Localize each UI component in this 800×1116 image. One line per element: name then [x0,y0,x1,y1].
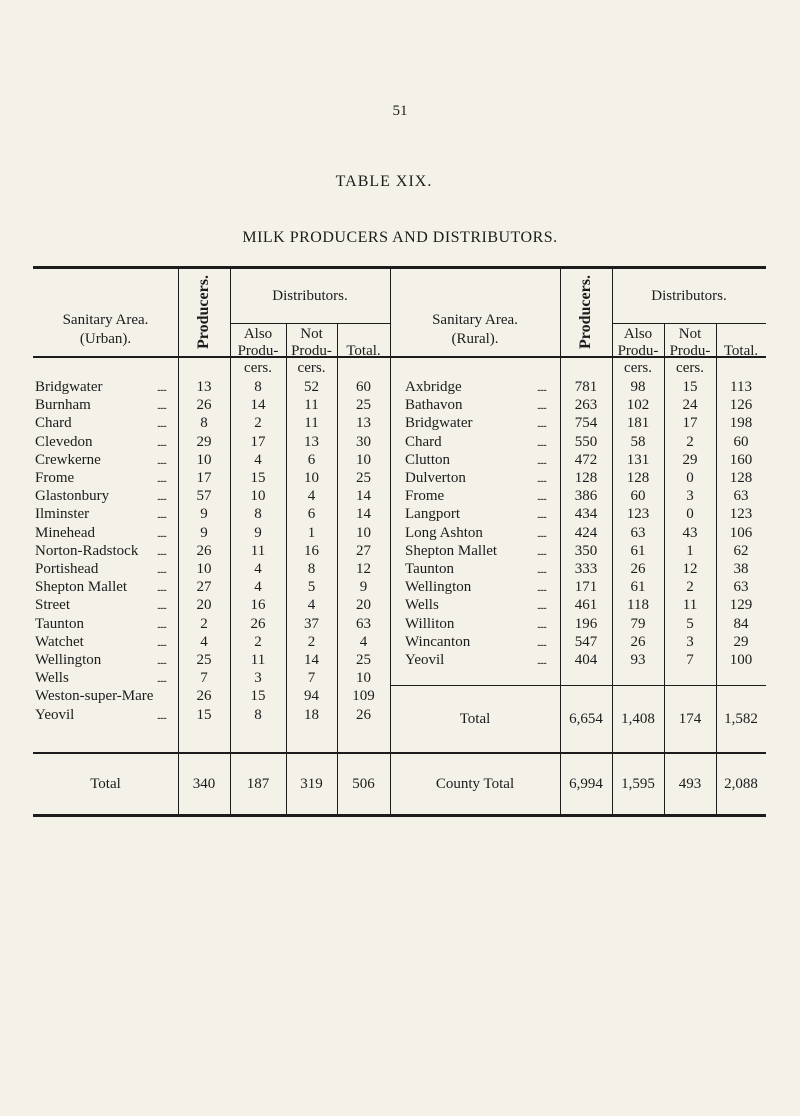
rural-also-cell: 123 [626,506,650,523]
urban-producers-cell: 27 [196,579,212,596]
table-title: TABLE XIX. [335,173,433,190]
rural-not-cell: 5 [686,615,694,632]
urban-producers-cell: 2 [200,615,208,632]
urban-total-cell: 25 [356,397,371,414]
urban-also-cell: 11 [250,542,266,559]
rural-area-name: Wincanton [405,633,471,650]
urban-area-name: Crewkerne [35,451,101,468]
leader-dots: ...... [537,601,546,613]
urban-area-name: Street [35,597,70,614]
urban-total-cell: 10 [356,670,371,687]
rural-also-cell: 118 [627,597,649,614]
urban-area-name: Ilminster [35,506,90,523]
rural-area-name: Frome [405,488,445,505]
county-total-total: 2,088 [724,776,758,792]
rural-also-cell: 60 [630,488,646,505]
leader-dots: ...... [157,528,166,540]
rural-producers-cell: 196 [574,615,598,632]
top-rule [33,266,766,269]
urban-also-cell: 2 [254,415,262,432]
urban-area-name: Chard [35,415,72,432]
urban-not-cell: 13 [304,433,319,450]
leader-dots: ...... [157,455,166,467]
urban-area-name: Bridgwater [35,379,103,395]
urban-area-name: Shepton Mallet [35,579,128,596]
urban-not-cell: 4 [307,488,316,505]
leader-dots: ...... [157,510,166,522]
urban-also-cell: 8 [254,506,262,523]
rural-not-cell: 17 [682,415,698,432]
urban-also-cell: 10 [250,488,266,505]
urban-also-cell: 3 [254,670,262,687]
rural-total-cell: 113 [730,379,752,395]
urban-also-cell: 15 [250,470,266,486]
county-total-label: County Total [435,776,515,792]
rural-producers-cell: 263 [574,397,598,414]
leader-dots: ...... [537,419,546,431]
bottom-rule [33,814,766,817]
urban-producers-cell: 13 [196,379,212,395]
urban-also-cell: 14 [250,397,266,414]
urban-producers-cell: 26 [196,397,212,414]
rural-producers-cell: 350 [574,542,598,559]
leader-dots: ...... [537,437,546,449]
rural-producers-cell: 547 [574,633,598,650]
rural-producers-cell: 404 [574,652,598,668]
rural-distributors-header: Distributors. [651,288,727,304]
urban-total-cell: 25 [356,652,371,668]
rural-total-not: 174 [678,711,702,727]
urban-area-name: Glastonbury [35,488,110,505]
leader-dots: ...... [537,510,546,522]
leader-dots: ...... [157,601,166,613]
urban-total-producers: 340 [192,776,216,792]
rural-not-cell: 0 [686,470,694,486]
urban-not-cell: 4 [307,597,316,614]
rural-total-cell: 63 [733,488,749,505]
rural-total-label: Total [459,711,491,727]
urban-also-cell: 4 [254,579,262,596]
rural-also-cell: 26 [630,633,646,650]
rural-total-header: Total. [723,343,759,359]
rural-total-cell: 129 [729,597,753,614]
rural-total-cell: 198 [729,415,753,432]
urban-total-total: 506 [352,776,375,792]
leader-dots: ...... [157,383,166,394]
rural-area-name: Williton [405,615,455,632]
rural-total-cell: 100 [729,652,753,668]
urban-not-cell: 11 [304,415,319,432]
leader-dots: ...... [537,546,546,558]
urban-producers-cell: 10 [196,561,212,577]
leader-dots: ...... [157,637,166,649]
rural-total-cell: 123 [729,506,753,523]
rural-not-cell: 1 [686,542,694,559]
rural-also-cell: 98 [630,379,646,395]
urban-not-cell: 7 [307,670,316,687]
rural-total-cell: 63 [733,579,749,596]
subtotal-rule [33,752,766,754]
urban-producers-cell: 9 [200,524,208,541]
leader-dots: ...... [157,656,166,667]
urban-area-name: Norton-Radstock [35,542,139,559]
urban-area-name: Weston-super-Mare [35,688,154,705]
rural-area-name: Clutton [405,451,451,468]
rural-total-also: 1,408 [621,711,655,727]
rural-total-cell: 38 [733,561,749,577]
rural-area-name: Yeovil [405,652,445,668]
rural-total-cell: 126 [729,397,753,414]
urban-producers-cell: 8 [200,415,208,432]
urban-also-cell: 26 [250,615,266,632]
urban-total-cell: 14 [356,488,371,505]
urban-area-name: Burnham [35,397,91,414]
rural-also-cell: 26 [630,561,646,577]
leader-dots: ...... [157,565,166,576]
rural-not-cell: 3 [686,488,694,505]
urban-also-cell: 16 [250,597,266,614]
urban-area-name: Minehead [35,524,95,541]
urban-total-cell: 63 [356,615,371,632]
urban-total-label: Total [90,776,121,792]
urban-not-cell: 5 [307,579,316,596]
urban-also-cell: 8 [254,379,262,395]
rural-not-cell: 3 [686,633,694,650]
rural-total-cell: 84 [733,615,749,632]
county-total-producers: 6,994 [569,776,603,792]
urban-total-cell: 26 [356,706,371,723]
urban-total-cell: 109 [352,688,375,705]
rural-not-cell: 29 [682,451,698,468]
table-subtitle: MILK PRODUCERS AND DISTRIBUTORS. [242,229,558,246]
urban-producers-cell: 25 [196,652,212,668]
leader-dots: ...... [537,619,546,631]
leader-dots: ...... [537,455,546,467]
urban-also-cell: 8 [254,706,262,723]
rural-area-name: Axbridge [405,379,462,395]
rural-area-name: Shepton Mallet [405,542,498,559]
rural-not-cell: 15 [682,379,698,395]
rural-also-cell: 128 [626,470,650,486]
urban-distributors-header: Distributors. [272,288,348,304]
rural-area-name: Wellington [405,579,472,596]
rural-not-cell: 7 [686,652,694,668]
rural-also-cell: 93 [630,652,646,668]
rural-area-header: Sanitary Area. [432,312,518,328]
urban-producers-cell: 4 [200,633,208,650]
rural-also-producers-header: Also Produ- cers. [617,326,659,376]
rural-also-cell: 79 [630,615,646,632]
rural-total-cell: 106 [729,524,753,541]
urban-area-header: Sanitary Area. [62,312,149,328]
urban-not-cell: 18 [304,706,319,723]
urban-not-cell: 6 [307,451,316,468]
leader-dots: ...... [157,546,166,558]
col-rule [390,269,391,814]
rural-area-name: Dulverton [405,470,466,486]
rural-also-cell: 102 [626,397,650,414]
urban-total-also: 187 [246,776,270,792]
rural-producers-cell: 781 [574,379,598,395]
distributors-rule-right [612,323,766,324]
urban-area-name: Portishead [35,561,99,577]
urban-total-not: 319 [300,776,323,792]
county-total-not: 493 [678,776,702,792]
leader-dots: ...... [157,619,166,631]
rural-producers-cell: 434 [574,506,598,523]
urban-not-cell: 37 [304,615,319,632]
urban-producers-cell: 26 [196,542,212,559]
urban-not-cell: 2 [307,633,316,650]
leader-dots: ...... [537,637,546,649]
urban-area-name: Frome [35,470,75,486]
rural-total-cell: 29 [733,633,749,650]
urban-area-name: Taunton [35,615,84,632]
rural-producers-cell: 754 [574,415,598,432]
rural-also-cell: 61 [630,542,646,559]
leader-dots: ...... [157,437,166,449]
urban-also-cell: 2 [254,633,262,650]
leader-dots: ...... [157,492,166,504]
rural-total-rule-top [390,685,766,686]
rural-also-cell: 58 [630,433,646,450]
rural-producers-cell: 128 [574,470,598,486]
leader-dots: ...... [537,656,546,667]
urban-not-cell: 1 [307,524,316,541]
rural-producers-cell: 386 [574,488,598,505]
urban-area-name: Wells [35,670,69,687]
urban-producers-cell: 7 [200,670,208,687]
urban-area-name: Yeovil [35,706,75,723]
urban-total-header: Total. [346,343,381,359]
urban-not-cell: 10 [304,470,319,486]
leader-dots: ...... [157,401,166,413]
urban-also-cell: 15 [250,688,266,705]
rural-area-name: Bathavon [405,397,463,414]
leader-dots: ...... [537,383,546,394]
rural-not-cell: 43 [682,524,698,541]
leader-dots: ...... [537,583,546,595]
leader-dots: ...... [157,583,166,595]
leader-dots: ...... [537,565,546,576]
rural-area-name: Taunton [405,561,454,577]
leader-dots: ...... [157,474,166,485]
urban-producers-cell: 29 [196,433,212,450]
urban-total-cell: 20 [356,597,371,614]
rural-area-name: Wells [405,597,439,614]
urban-total-cell: 4 [359,633,368,650]
urban-producers-header: Producers. [195,275,212,349]
leader-dots: ...... [157,674,166,686]
rural-total-producers: 6,654 [569,711,603,727]
leader-dots: ...... [537,474,546,485]
urban-not-producers-header: Not Produ- cers. [291,326,332,376]
leader-dots: ...... [537,401,546,413]
rural-area-name: Chard [405,433,442,450]
county-total-also: 1,595 [621,776,655,792]
rural-total-cell: 62 [733,542,749,559]
rural-producers-cell: 424 [574,524,598,541]
rural-total-cell: 60 [733,433,749,450]
rural-total-cell: 128 [729,470,753,486]
urban-also-cell: 4 [254,561,262,577]
urban-producers-cell: 10 [196,451,212,468]
urban-producers-cell: 26 [196,688,212,705]
urban-also-cell: 4 [254,451,262,468]
leader-dots: ...... [537,528,546,540]
urban-total-cell: 12 [356,561,371,577]
urban-not-cell: 14 [304,652,319,668]
urban-producers-cell: 57 [196,488,212,505]
urban-total-cell: 13 [356,415,371,432]
urban-also-producers-header: Also Produ- cers. [237,326,279,376]
urban-area-name: Clevedon [35,433,93,450]
urban-producers-cell: 20 [196,597,212,614]
rural-also-cell: 131 [626,451,650,468]
leader-dots: ...... [157,710,166,722]
urban-not-cell: 6 [307,506,316,523]
rural-producers-cell: 461 [574,597,598,614]
rural-not-cell: 11 [682,597,698,614]
urban-total-cell: 25 [356,470,371,486]
rural-not-cell: 12 [682,561,698,577]
urban-not-cell: 16 [304,542,319,559]
page-number: 51 [392,103,408,119]
rural-not-cell: 24 [682,397,698,414]
urban-not-cell: 94 [304,688,319,705]
urban-producers-cell: 17 [196,470,212,486]
urban-area-name: Wellington [35,652,102,668]
urban-also-cell: 17 [250,433,266,450]
rural-area-subheader: (Rural). [451,331,499,347]
rural-not-cell: 2 [686,579,694,596]
rural-also-cell: 63 [630,524,646,541]
urban-also-cell: 9 [254,524,262,541]
urban-total-cell: 10 [356,451,371,468]
rural-also-cell: 181 [626,415,650,432]
rural-producers-cell: 550 [574,433,598,450]
leader-dots: ...... [537,492,546,504]
urban-area-subheader: (Urban). [79,331,132,347]
urban-total-cell: 30 [356,433,371,450]
rural-area-name: Long Ashton [405,524,483,541]
rural-not-producers-header: Not Produ- cers. [669,326,711,376]
distributors-rule-left [230,323,390,324]
urban-not-cell: 11 [304,397,319,414]
urban-area-name: Watchet [35,633,84,650]
leader-dots: ...... [157,419,166,431]
urban-total-cell: 10 [356,524,371,541]
rural-producers-cell: 333 [574,561,598,577]
rural-not-cell: 2 [686,433,694,450]
rural-also-cell: 61 [630,579,646,596]
urban-not-cell: 52 [304,379,319,395]
urban-total-cell: 9 [359,579,368,596]
urban-not-cell: 8 [307,561,316,577]
rural-producers-header: Producers. [577,275,594,349]
urban-also-cell: 11 [250,652,266,668]
urban-total-cell: 14 [356,506,371,523]
urban-total-cell: 27 [356,542,371,559]
rural-total-cell: 160 [729,451,753,468]
rural-producers-cell: 472 [574,451,598,468]
rural-area-name: Langport [405,506,460,523]
rural-not-cell: 0 [686,506,694,523]
rural-producers-cell: 171 [574,579,598,596]
urban-producers-cell: 15 [196,706,212,723]
rural-area-name: Bridgwater [405,415,473,432]
urban-total-cell: 60 [356,379,371,395]
urban-producers-cell: 9 [200,506,208,523]
rural-total-total: 1,582 [724,711,758,727]
